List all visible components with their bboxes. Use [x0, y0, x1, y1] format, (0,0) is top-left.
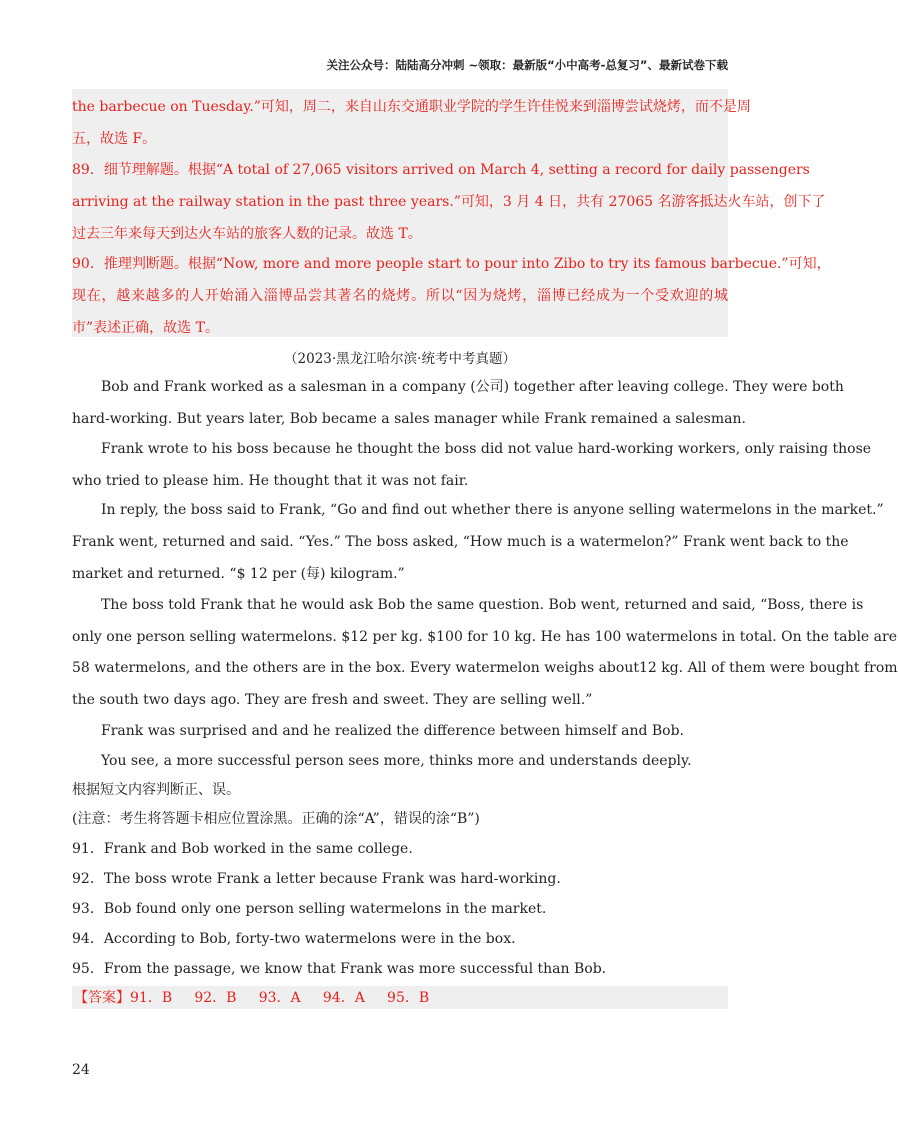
passage-line: hard-working. But years later, Bob became a sales manager while Frank remained a salesman.	[72, 411, 746, 427]
question-item: 92．The boss wrote Frank a letter because Frank was hard-working.	[72, 871, 561, 887]
passage-line: who tried to please him. He thought that it was not fair.	[72, 473, 469, 489]
passage-line: In reply, the boss said to Frank, “Go and find out whether there is anyone selling watermelons in the market.”	[101, 502, 884, 518]
passage-line: Frank was surprised and and he realized the difference between himself and Bob.	[101, 723, 684, 739]
passage-line: Bob and Frank worked as a salesman in a company (公司) together after leaving college. They were both	[101, 379, 844, 395]
question-item: 91．Frank and Bob worked in the same college.	[72, 841, 413, 857]
passage-line: market and returned. “$ 12 per (每) kilogram.”	[72, 566, 405, 582]
answer-line: 五，故选 F。	[72, 131, 157, 147]
question-source: （2023·黑龙江哈尔滨·统考中考真题）	[284, 351, 516, 367]
passage-line: The boss told Frank that he would ask Bob the same question. Bob went, returned and said, “Boss, there is	[101, 597, 864, 613]
passage-line: the south two days ago. They are fresh and sweet. They are selling well.”	[72, 692, 593, 708]
question-item: 95．From the passage, we know that Frank was more successful than Bob.	[72, 961, 607, 977]
page-number: 24	[72, 1062, 90, 1078]
instruction-line: (注意：考生将答题卡相应位置涂黑。正确的涂“A”，错误的涂“B”)	[72, 811, 480, 827]
passage-line: Frank went, returned and said. “Yes.” The boss asked, “How much is a watermelon?” Frank went back to the	[72, 534, 849, 550]
answer-line: 市”表述正确，故选 T。	[72, 320, 219, 336]
answer-line: arriving at the railway station in the past three years.”可知，3 月 4 日，共有 27065 名游客抵达火车站，创下了	[72, 194, 826, 210]
instruction-line: 根据短文内容判断正、误。	[72, 782, 240, 798]
passage-line: 58 watermelons, and the others are in the box. Every watermelon weighs about12 kg. All of them were bought from	[72, 660, 898, 676]
passage-line: Frank wrote to his boss because he thought the boss did not value hard-working workers, only raising those	[101, 441, 872, 457]
answer-line: the barbecue on Tuesday.”可知，周二，来自山东交通职业学院的学生许佳悦来到淄博尝试烧烤，而不是周	[72, 99, 751, 115]
answer-line: 现在，越来越多的人开始涌入淄博品尝其著名的烧烤。所以“因为烧烤，淄博已经成为一个受欢迎的城	[72, 288, 728, 304]
answer-line: 89．细节理解题。根据“A total of 27,065 visitors arrived on March 4, setting a record for daily passengers	[72, 162, 810, 178]
question-item: 93．Bob found only one person selling watermelons in the market.	[72, 901, 547, 917]
passage-line: only one person selling watermelons. $12 per kg. $100 for 10 kg. He has 100 watermelons in total. On the table are	[72, 629, 897, 645]
page-header: 关注公众号：陆陆高分冲刺 ~领取：最新版“小中高考-总复习”、最新试卷下载	[326, 58, 728, 72]
passage-line: You see, a more successful person sees more, thinks more and understands deeply.	[101, 753, 692, 769]
question-item: 94．According to Bob, forty-two watermelons were in the box.	[72, 931, 516, 947]
answer-line: 90．推理判断题。根据“Now, more and more people start to pour into Zibo to try its famous barbecue.”可知，	[72, 256, 831, 272]
answer-line: 过去三年来每天到达火车站的旅客人数的记录。故选 T。	[72, 226, 422, 242]
final-answer: 【答案】91．B 92．B 93．A 94．A 95．B	[74, 990, 430, 1006]
